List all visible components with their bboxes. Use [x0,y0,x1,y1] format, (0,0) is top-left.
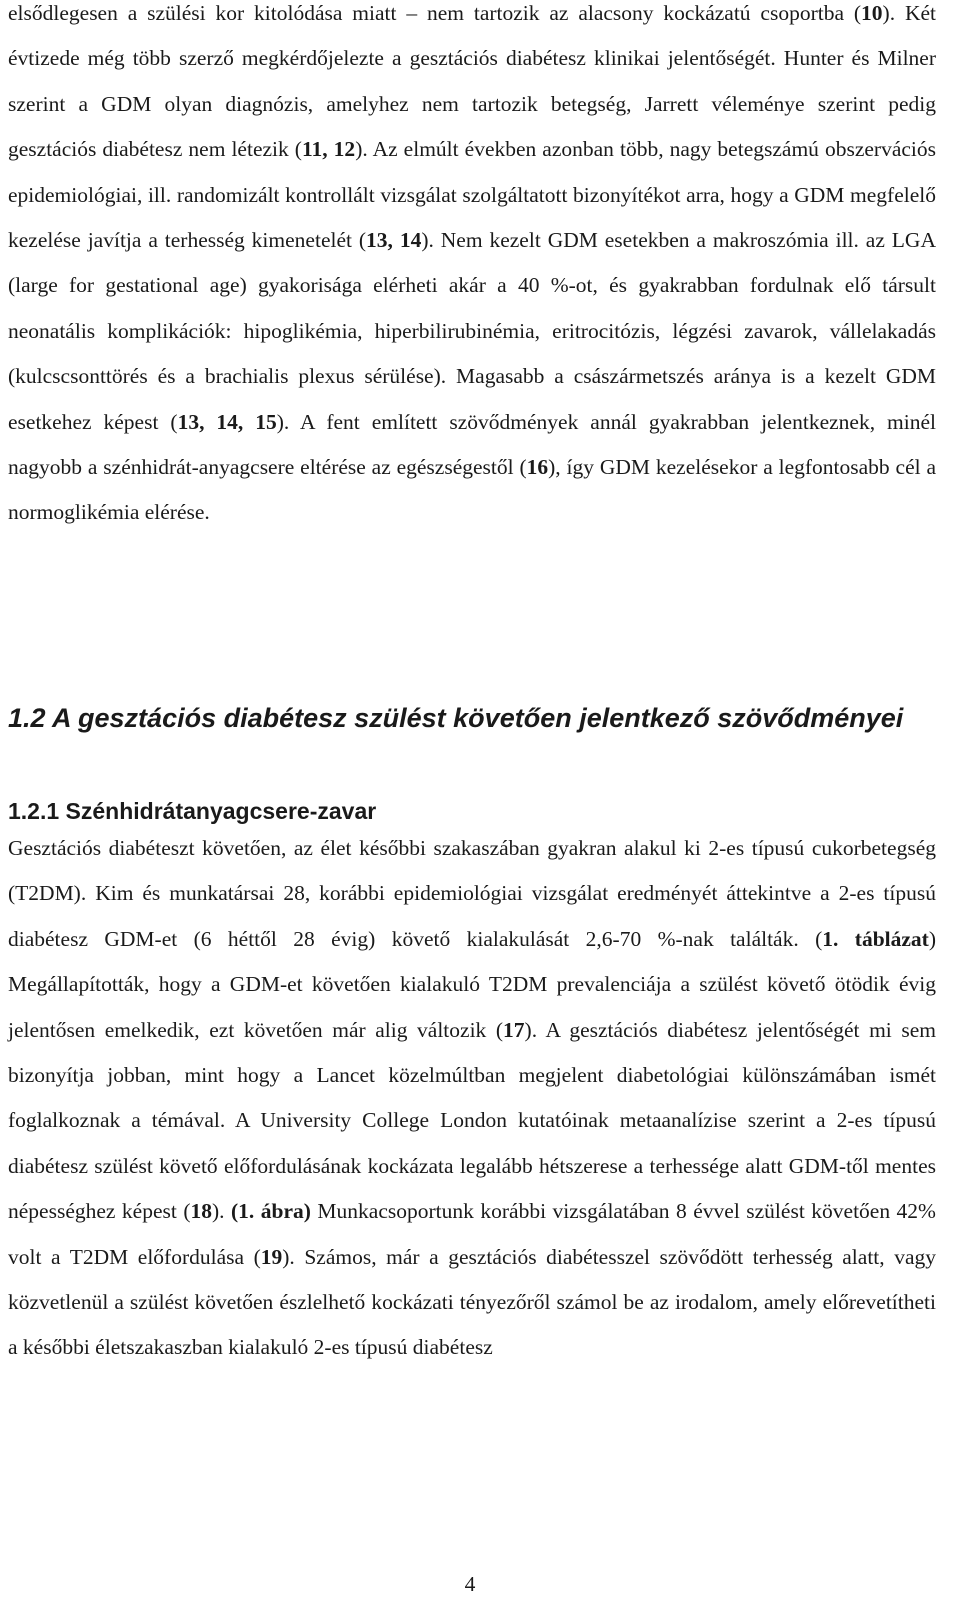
paragraph-text: ). [212,1199,232,1224]
paragraph-text: ). Számos, már a gesztációs diabétesszel szövődött terhesség alatt, vagy közvetlenül a szülést követően észlelhető kockázati tényezőről számol be az irodalom, amely előrevetítheti a későbbi életszakaszban kialakuló 2-es típusú diabétesz [8,1244,936,1360]
citation-text: 1. táblázat [822,926,929,951]
citation-text: 19 [260,1244,283,1269]
paragraph-text: ). Két évtizede még több szerző megkérdőjelezte a gesztációs diabétesz klinikai jelentőségét. Hunter és Milner szerint a GDM olyan diagnózis, amelyhez nem tartozik betegség, Jarrett véleménye szerint pedig gesztációs diabétesz nem létezik ( [8,1,936,162]
paragraph-text: elsődlegesen a szülési kor kitolódása miatt – nem tartozik az alacsony kockázatú csoportba ( [8,1,862,25]
citation-text: 18 [190,1199,212,1224]
section-heading: 1.2 A gesztációs diabétesz szülést követően jelentkező szövődményei [8,703,904,733]
subsection-heading: 1.2.1 Szénhidrátanyagcsere-zavar [8,798,377,824]
paragraph-text: ). A fent említett szövődmények annál gyakrabban jelentkeznek, minél nagyobb a szénhidrát-anyagcsere eltérése az egészségestől ( [8,409,936,480]
paragraph-text: Gesztációs diabéteszt követően, az élet későbbi szakaszában gyakran alakul ki 2-es típusú cukorbetegség (T2DM). Kim és munkatársai 28, korábbi epidemiológiai vizsgálat eredményét áttekintve a 2-es típusú diabétesz GDM-et (6 héttől 28 évig) követő kialakulását 2,6-70 %-nak találták. ( [8,836,936,951]
page-number: 4 [464,1572,476,1596]
citation-text: 13, 14, 15 [177,409,277,434]
citation-text: 13, 14 [366,228,422,253]
citation-text: (1. ábra) [231,1199,311,1224]
body-paragraph [8,826,936,1371]
paragraph-text: ), így GDM kezelésekor a legfontosabb cél a normoglikémia elérése. [8,455,936,525]
paragraph-text: ). A gesztációs diabétesz jelentőségét mi sem bizonyítja jobban, mint hogy a Lancet közelmúltban megjelent diabetológiai különszámában ismét foglalkoznak a témával. A University College London kutatóinak metaanalízise szerint a 2-es típusú diabétesz szülést követő előfordulásának kockázata legalább hétszerese a terhessége alatt GDM-től mentes népességhez képest ( [8,1017,936,1224]
body-paragraph [8,0,936,536]
citation-text: 11, 12 [301,137,356,162]
citation-text: 10 [861,1,883,25]
paragraph-text: ) Megállapították, hogy a GDM-et követően kialakuló T2DM prevalenciája a szülést követő ötödik évig jelentősen emelkedik, ezt követően már alig változik ( [8,926,937,1042]
paragraph-text: ). Nem kezelt GDM esetekben a makroszómia ill. az LGA (large for gestational age) gyakorisága elérheti akár a 40 %-ot, és gyakrabban fordulnak elő társult neonatális komplikációk: hipoglikémia, hiperbilirubinémia, eritrocitózis, légzési zavarok, vállelakadás (kulcscsonttörés és a brachialis plexus sérülése). Magasabb a császármetszés aránya is a kezelt GDM esetkehez képest ( [8,228,936,434]
paragraph-text: ). Az elmúlt években azonban több, nagy betegszámú obszervációs epidemiológiai, ill. randomizált kontrollált vizsgálat szolgáltatott bizonyítékot arra, hogy a GDM megfelelő kezelése javítja a terhesség kimenetelét ( [8,137,936,253]
citation-text: 16 [526,455,549,480]
paragraph-text: Munkacsoportunk korábbi vizsgálatában 8 évvel szülést követően 42% volt a T2DM előfordulása ( [8,1199,936,1269]
citation-text: 17 [503,1017,525,1042]
